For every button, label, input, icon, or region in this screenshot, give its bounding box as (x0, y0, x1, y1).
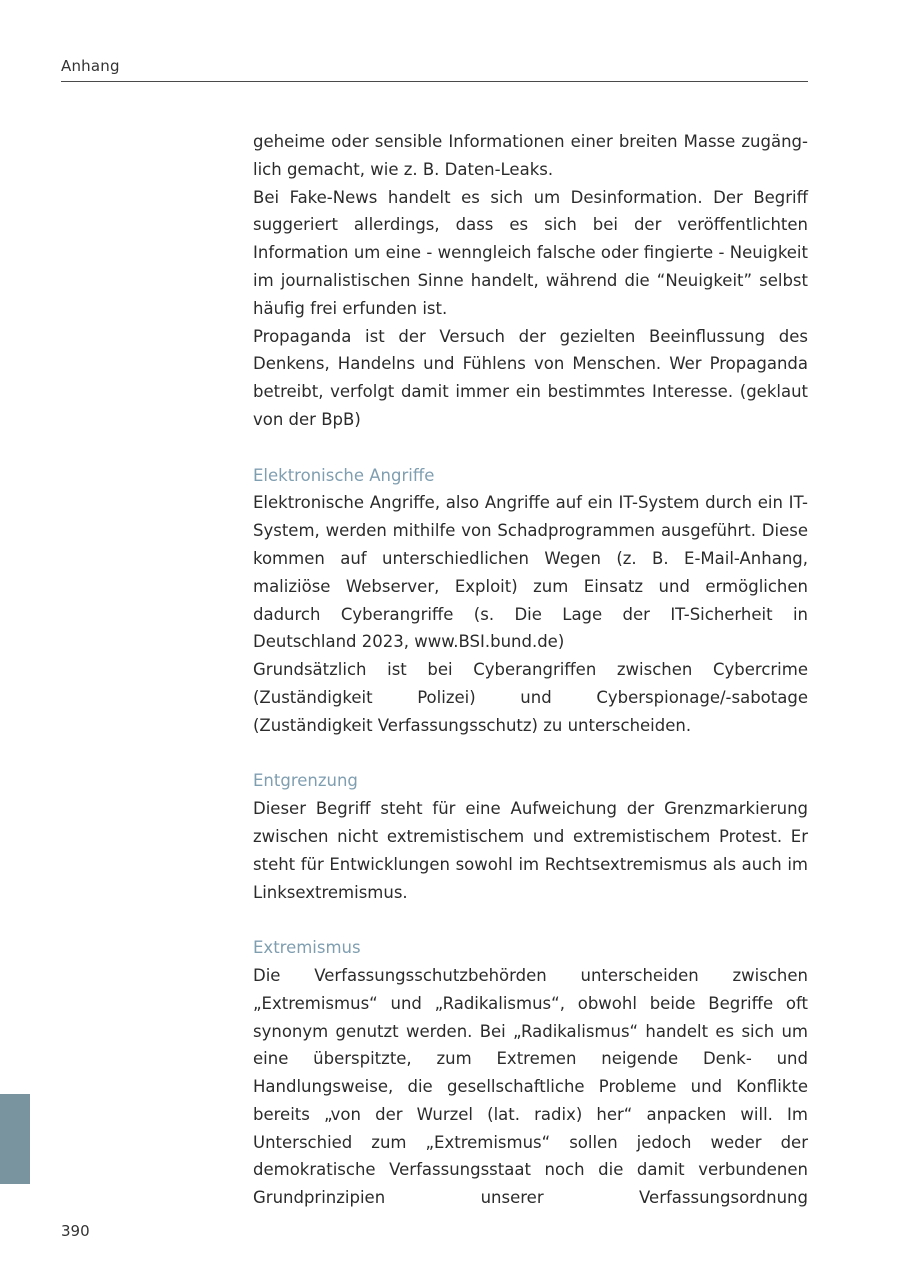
section-paragraph-extremismus-1: Die Verfassungsschutzbehörden unterscheiden zwischen „Extremismus“ und „Radikalismus“, obwohl beide Begriffe oft synonym genutzt werden. Bei „Radikalismus“ handelt es sich um eine überspitzte, zum Extremen neigende Denk- und Handlungsweise, die gesellschaftliche Probleme und Konflikte bereits „von der Wurzel (lat. radix) her“ anpacken will. Im Unterschied zum „Extremismus“ sollen jedoch weder der demokratische Verfassungsstaat noch die damit verbundenen Grundprinzipien unserer Verfassungsordnung (253, 965, 808, 1208)
section-heading-extremismus: Extremismus (253, 938, 361, 958)
page-number: 390 (61, 1222, 90, 1240)
header-divider (61, 81, 808, 82)
section-paragraph-elektronische-angriffe-2: Grundsätzlich ist bei Cyberangriffen zwischen Cybercrime (Zuständigkeit Polizei) und Cyberspionage/-sabotage (Zuständigkeit Verfassungsschutz) zu unterscheiden. (253, 660, 808, 735)
intro-paragraph-2: Bei Fake-News handelt es sich um Desinformation. Der Begriff suggeriert allerdings, dass es sich bei der veröffentlichten Information um eine - wenngleich falsche oder fingierte - Neuigkeit im journalistischen Sinne handelt, während die “Neuigkeit” selbst häufig frei erfunden ist. (253, 187, 808, 318)
chapter-side-tab (0, 1094, 30, 1184)
main-text-column (253, 128, 808, 1212)
section-paragraph-elektronische-angriffe-1: Elektronische Angriffe, also Angriffe auf ein IT-System durch ein IT-System, werden mithilfe von Schadprogrammen ausgeführt. Diese kommen auf unterschiedlichen Wegen (z. B. E-Mail-Anhang, maliziöse Webserver, Exploit) zum Einsatz und ermöglichen dadurch Cyberangriffe (s. Die Lage der IT-Sicherheit in Deutschland 2023, www.BSI.bund.de) (253, 493, 808, 652)
section-heading-elektronische-angriffe: Elektronische Angriffe (253, 465, 435, 485)
section-heading-entgrenzung: Entgrenzung (253, 771, 358, 791)
running-header-title: Anhang (61, 57, 120, 75)
section-paragraph-entgrenzung-1: Dieser Begriff steht für eine Aufweichung der Grenzmarkierung zwischen nicht extremistischem und extremistischem Protest. Er steht für Entwicklungen sowohl im Rechtsextremismus als auch im Linksextremismus. (253, 799, 808, 902)
intro-paragraph-3: Propaganda ist der Versuch der gezielten Beeinflussung des Denkens, Handelns und Fühlens von Menschen. Wer Propaganda betreibt, verfolgt damit immer ein bestimmtes Interesse. (geklaut von der BpB) (253, 326, 808, 429)
intro-paragraph-1: geheime oder sensible Informationen einer breiten Masse zugänglich gemacht, wie z. B. Daten-Leaks. (253, 132, 808, 179)
